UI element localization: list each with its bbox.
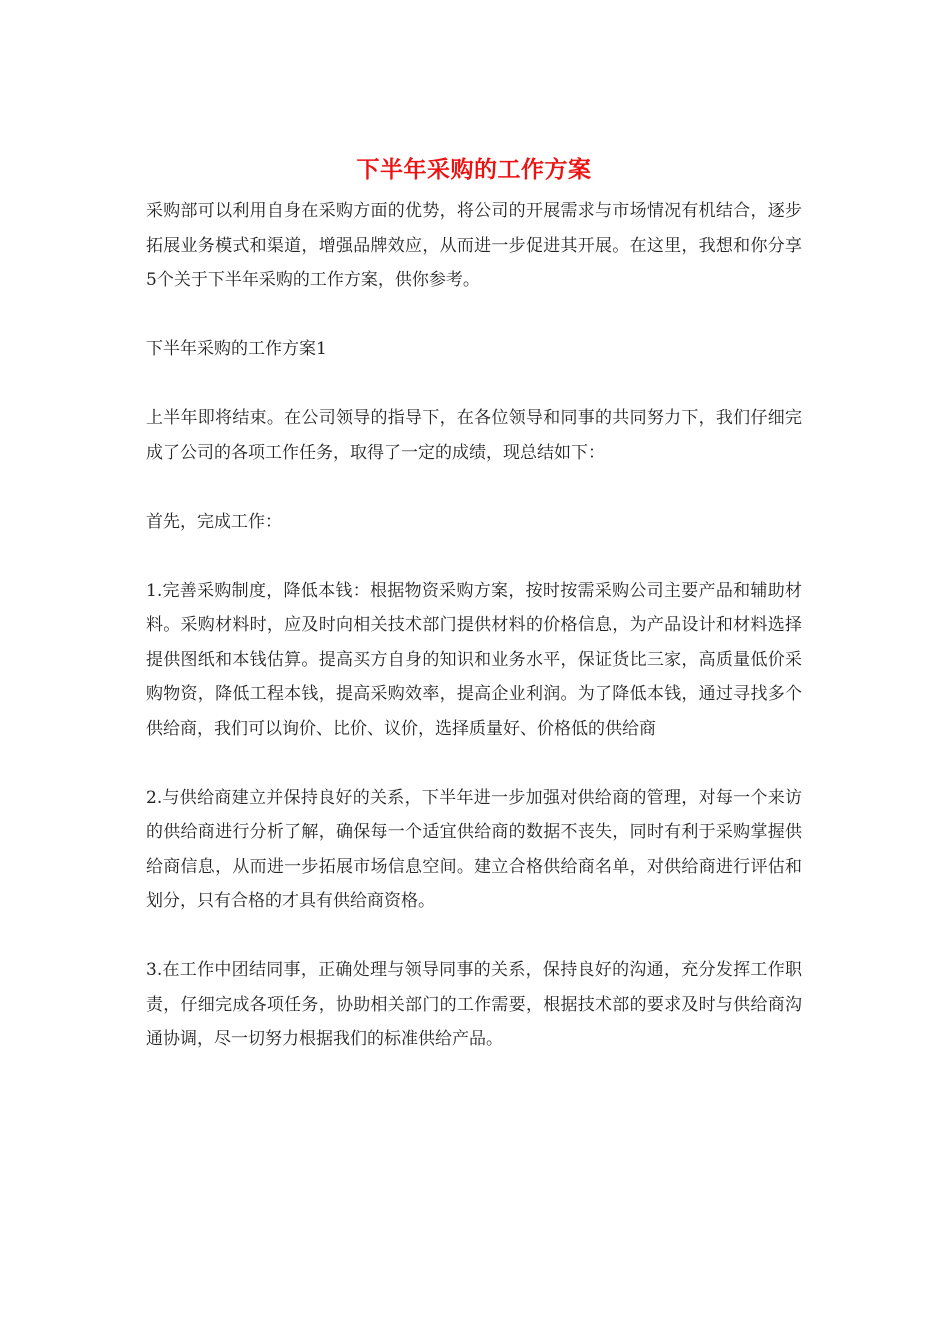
document-title: 下半年采购的工作方案 — [356, 157, 592, 183]
document-page — [146, 150, 802, 1091]
list-item-3: 3.在工作中团结同事，正确处理与领导同事的关系，保持良好的沟通，充分发挥工作职责，仔细完成各项任务，协助相关部门的工作需要，根据技术部的要求及时与供给商沟通协调，尽一切努力根据我们的标准供给产品。 — [146, 960, 802, 1049]
list-item-2: 2.与供给商建立并保持良好的关系，下半年进一步加强对供给商的管理，对每一个来访的供给商进行分析了解，确保每一个适宜供给商的数据不丧失，同时有利于采购掌握供给商信息，从而进一步拓展市场信息空间。建立合格供给商名单，对供给商进行评估和划分，只有合格的才具有供给商资格。 — [146, 787, 802, 911]
paragraph-first: 首先，完成工作： — [146, 511, 282, 532]
paragraph-summary: 上半年即将结束。在公司领导的指导下，在各位领导和同事的共同努力下，我们仔细完成了公司的各项工作任务，取得了一定的成绩，现总结如下： — [146, 408, 802, 463]
intro-paragraph: 采购部可以利用自身在采购方面的优势，将公司的开展需求与市场情况有机结合，逐步拓展业务模式和渠道，增强品牌效应，从而进一步促进其开展。在这里，我想和你分享5个关于下半年采购的工作方案，供你参考。 — [146, 201, 802, 290]
section-heading: 下半年采购的工作方案1 — [146, 339, 327, 359]
list-item-1: 1.完善采购制度，降低本钱：根据物资采购方案，按时按需采购公司主要产品和辅助材料。采购材料时，应及时向相关技术部门提供材料的价格信息，为产品设计和材料选择提供图纸和本钱估算。提高买方自身的知识和业务水平，保证货比三家，高质量低价采购物资，降低工程本钱，提高采购效率，提高企业利润。为了降低本钱，通过寻找多个供给商，我们可以询价、比价、议价，选择质量好、价格低的供给商 — [146, 580, 802, 739]
